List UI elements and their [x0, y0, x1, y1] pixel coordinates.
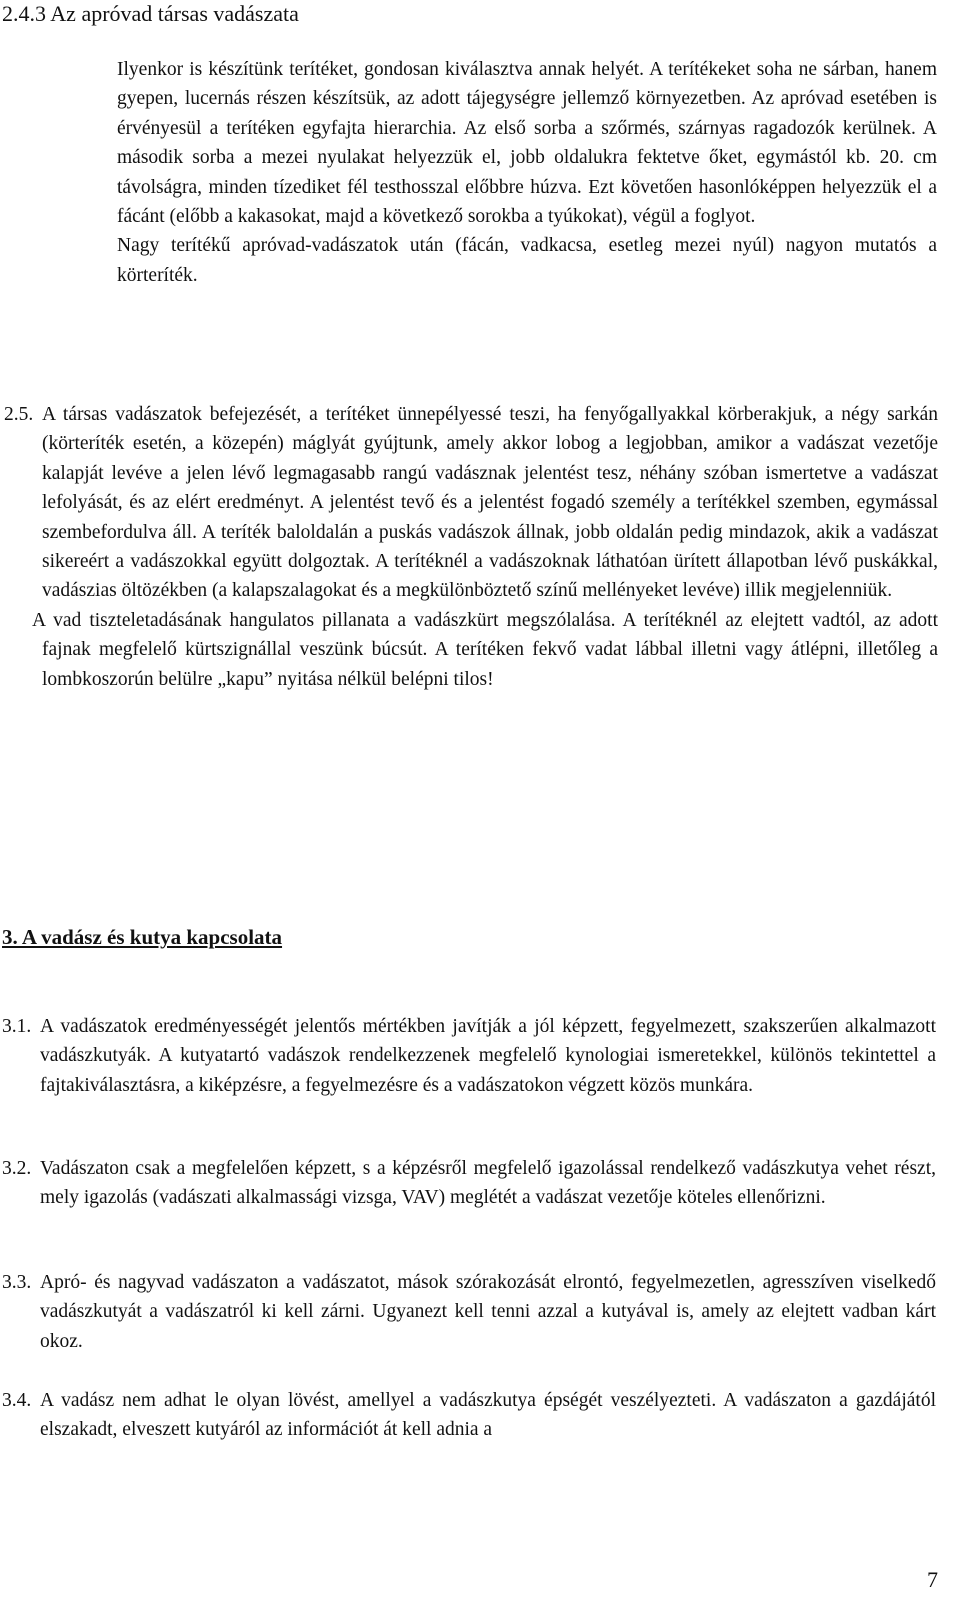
item-text: Apró- és nagyvad vadászaton a vadászatot, mások szórakozását elrontó, fegyelmezetlen, agresszíven viselkedő vadászkutyát a vadászatról ki kell zárni. Ugyanezt kell tenni azzal a kutyával is, amely az elejtett vadban kárt okoz. [40, 1272, 936, 1352]
section-2-5-body [4, 400, 938, 694]
section-number: 2.5. [4, 404, 34, 425]
item-number: 3.2. [2, 1158, 32, 1179]
paragraph: Nagy terítékű apróvad-vadászatok után (fácán, vadkacsa, esetleg mezei nyúl) nagyon mutatós a körteríték. [117, 235, 937, 286]
numbered-item-3-2 [2, 1154, 936, 1213]
item-text: Vadászaton csak a megfelelően képzett, s a képzésről megfelelő igazolással rendelkező vadászkutya vehet részt, mely igazolás (vadászati alkalmassági vizsga, VAV) meglétét a vadászat vezetője köteles ellenőrizni. [40, 1158, 936, 1209]
item-text: A vadász nem adhat le olyan lövést, amellyel a vadászkutya épségét veszélyezteti. A vadászaton a gazdájától elszakadt, elveszett kutyáról az információt át kell adnia a [40, 1390, 936, 1441]
paragraph: Ilyenkor is készítünk terítéket, gondosan kiválasztva annak helyét. A terítékeket soha ne sárban, hanem gyepen, lucernás részen készítsük, az adott tájegységre jellemző környezetben. Az apróvad esetében is érvényesül a terítéken egyfajta hierarchia. Az első sorba a szőrmés, szárnyas ragadozók kerülnek. A második sorba a mezei nyulakat helyezzük el, jobb oldalukra fektetve őket, egymástól kb. 20. cm távolságra, minden tízediket fél testhosszal előbbre húzva. Ezt követően hasonlóképpen helyezzük el a fácánt (előbb a kakasokat, majd a következő sorokba a tyúkokat), végül a foglyot. [117, 59, 937, 228]
item-number: 3.4. [2, 1390, 32, 1411]
section-heading-2-4-3: 2.4.3 Az apróvad társas vadászata [2, 1, 299, 26]
page-number: 7 [927, 1567, 938, 1592]
paragraph: A társas vadászatok befejezését, a terítéket ünnepélyessé teszi, ha fenyőgallyakkal körberakjuk, a négy sarkán (körteríték esetén, a közepén) máglyát gyújtunk, amely akkor lobog a legjobban, amikor a vadászat vezetője kalapját levéve a jelen lévő legmagasabb rangú vadásznak jelentést tesz, néhány szóban ismertetve a vadászat lefolyását, és az elért eredményt. A jelentést tevő és a jelentést fogadó személy a terítékkel szemben, egymással szembefordulva áll. A teríték baloldalán a puskás vadászok állnak, jobb oldalán pedig mindazok, akik a vadászat sikereért a vadászokkal együtt dolgoztak. A terítéknél a vadászoknak láthatóan ürített állapotban lévő puskákkal, vadászias öltözékben (a kalapszalagokat és a megkülönböztető színű mellényeket levéve) illik megjelenniük. [42, 404, 938, 602]
item-number: 3.3. [2, 1272, 32, 1293]
paragraph: A vad tiszteletadásának hangulatos pillanata a vadászkürt megszólalása. A terítéknél az elejtett vadtól, az adott fajnak megfelelő kürtszignállal veszünk búcsút. A terítéken fekvő vadat lábbal illetni vagy átlépni, illetőleg a lombkoszorún belülre „kapu” nyitása nélkül belépni tilos! [32, 609, 938, 690]
numbered-item-3-1 [2, 1012, 936, 1100]
item-number: 3.1. [2, 1016, 32, 1037]
numbered-item-3-3 [2, 1268, 936, 1356]
section-heading-3: 3. A vadász és kutya kapcsolata [2, 925, 283, 949]
section-2-4-3-body [117, 55, 937, 290]
item-text: A vadászatok eredményességét jelentős mértékben javítják a jól képzett, fegyelmezett, szakszerűen alkalmazott vadászkutyák. A kutyatartó vadászok rendelkezzenek megfelelő kynologiai ismeretekkel, különös tekintettel a fajtakiválasztásra, a kiképzésre, a fegyelmezésre és a vadászatokon végzett közös munkára. [40, 1016, 936, 1096]
numbered-item-3-4 [2, 1386, 936, 1445]
